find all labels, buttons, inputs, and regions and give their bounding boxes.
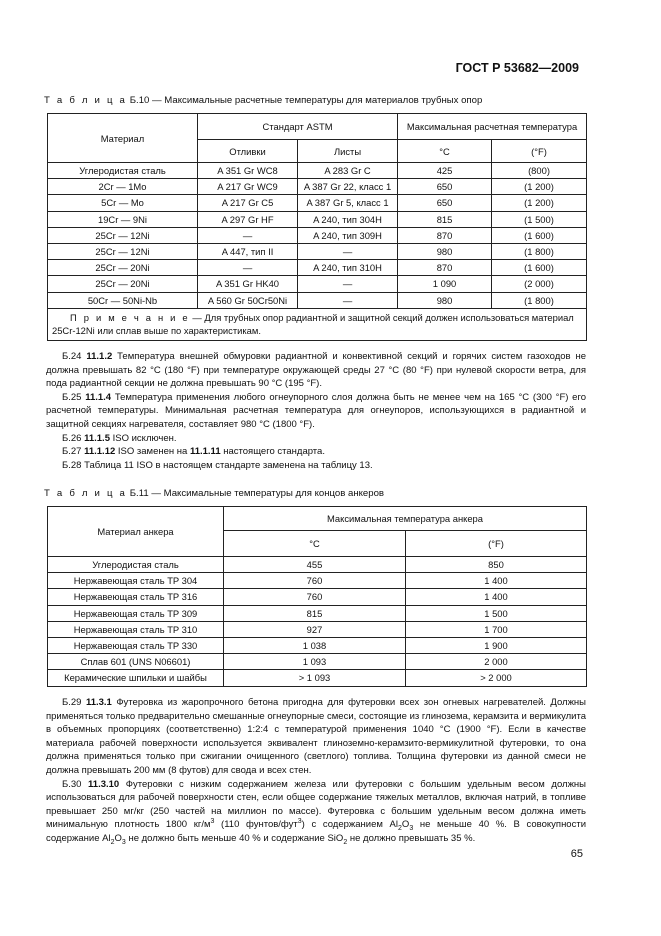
table-cell: A 387 Gr 5, класс 1 xyxy=(298,195,398,211)
t10-header-sheets: Листы xyxy=(298,140,398,163)
t10-header-castings: Отливки xyxy=(198,140,298,163)
table-row xyxy=(48,179,587,195)
table-cell: — xyxy=(298,243,398,259)
table-cell: Нержавеющая сталь TP 309 xyxy=(48,605,224,621)
table11-caption-text: Б.11 — Максимальные температуры для концов анкеров xyxy=(129,488,385,499)
table-row xyxy=(48,670,587,686)
table-row xyxy=(48,637,587,653)
table-cell: 1 093 xyxy=(224,654,406,670)
table-cell: A 447, тип II xyxy=(198,243,298,259)
table-cell: 870 xyxy=(398,227,492,243)
para-b29: Б.29 11.3.1 Футеровка из жаропрочного бетона пригодна для футеровки всех зон огневых нагревателей. Должны применяться только предварительно смешанные огнеупорные смеси, состоящие из глинозема, керамзита и вермикулита в объемных пропорциях (соответственно) 1:2:4 с температурой применения 1040 °C (1900 °F). Если в качестве материала рабочей поверхности используется эквивалент глиноземно-керамзито-вермикулитной футеровки, то она должна применяться только при сжигании очищенного (светлого) топлива. Толщина футеровки из данной смеси не должна превышать 200 мм (8 футов) для свода и всех стен. xyxy=(46,697,587,776)
table-cell: > 1 093 xyxy=(224,670,406,686)
table-cell: A 351 Gr HK40 xyxy=(198,276,298,292)
para-b24: Б.24 11.1.2 Температура внешней обмуровки радиантной и конвективной секций и горячих систем газоходов не должна превышать 82 °C (180 °F) при температуре окружающей среды 27 °C (80 °F) при нулевой скорости ветра, для пода радиантной секции не должна превышать 90 °C (195 °F). xyxy=(46,351,586,390)
table-b10 xyxy=(47,113,587,341)
table-cell: A 217 Gr C5 xyxy=(198,195,298,211)
table-b11 xyxy=(47,506,587,687)
table-cell: Нержавеющая сталь TP 310 xyxy=(48,621,224,637)
table-cell: Керамические шпильки и шайбы xyxy=(48,670,224,686)
table-cell: 1 400 xyxy=(406,573,587,589)
table-cell: 25Cr — 12Ni xyxy=(48,243,198,259)
table-row xyxy=(48,605,587,621)
table-cell: (1 800) xyxy=(492,292,587,308)
table-cell: 815 xyxy=(398,211,492,227)
table-row xyxy=(48,573,587,589)
table-cell: — xyxy=(198,227,298,243)
table11-caption-label: Т а б л и ц а xyxy=(44,488,128,499)
t10-note-text: — Для трубных опор радиантной и защитной секций должен использоваться материал 25Cr-12Ni или сплав выше по характеристикам. xyxy=(52,311,574,336)
table-cell: 2Cr — 1Mo xyxy=(48,179,198,195)
table-cell: A 387 Gr 22, класс 1 xyxy=(298,179,398,195)
table-cell: (1 600) xyxy=(492,260,587,276)
paragraphs-b29-b30 xyxy=(46,696,586,846)
table-cell: 1 500 xyxy=(406,605,587,621)
table-cell: (2 000) xyxy=(492,276,587,292)
table-cell: 850 xyxy=(406,557,587,573)
table-cell: (800) xyxy=(492,163,587,179)
table-cell: 650 xyxy=(398,195,492,211)
table-cell: Нержавеющая сталь TP 330 xyxy=(48,637,224,653)
table-cell: A 240, тип 310H xyxy=(298,260,398,276)
table-cell: 1 700 xyxy=(406,621,587,637)
table-cell: 815 xyxy=(224,605,406,621)
table-cell: Углеродистая сталь xyxy=(48,163,198,179)
table-row xyxy=(48,276,587,292)
table-row xyxy=(48,227,587,243)
table-cell: Сплав 601 (UNS N06601) xyxy=(48,654,224,670)
t11-header-material: Материал анкера xyxy=(48,507,224,557)
table-row xyxy=(48,163,587,179)
table-cell: A 351 Gr WC8 xyxy=(198,163,298,179)
t11-header-celsius: °C xyxy=(224,531,406,557)
table-cell: (1 600) xyxy=(492,227,587,243)
para-b27: Б.27 11.1.12 ISO заменен на 11.1.11 настоящего стандарта. xyxy=(62,446,325,458)
table-cell: 1 038 xyxy=(224,637,406,653)
table-cell: 760 xyxy=(224,589,406,605)
table-cell: 455 xyxy=(224,557,406,573)
table-cell: 2 000 xyxy=(406,654,587,670)
table-cell: 5Cr — Mo xyxy=(48,195,198,211)
table-cell: (1 200) xyxy=(492,179,587,195)
table-cell: 1 400 xyxy=(406,589,587,605)
table-cell: 1 900 xyxy=(406,637,587,653)
table-cell: Нержавеющая сталь TP 304 xyxy=(48,573,224,589)
table-row xyxy=(48,621,587,637)
table-cell: — xyxy=(298,292,398,308)
table-cell: 50Cr — 50Ni-Nb xyxy=(48,292,198,308)
para-b25: Б.25 11.1.4 Температура применения любого огнеупорного слоя должна быть не менее чем на 165 °C (300 °F) его расчетной температуры. Минимальная расчетная температура для огнеупоров, использующихся в радиантной и защитной секциях нагревателя, составляет 980 °C (1800 °F). xyxy=(46,391,587,430)
table-cell: A 240, тип 304H xyxy=(298,211,398,227)
table-cell: (1 500) xyxy=(492,211,587,227)
table10-caption-text: Б.10 — Максимальные расчетные температуры для материалов трубных опор xyxy=(129,95,483,106)
table-cell: — xyxy=(298,276,398,292)
paragraphs-b24-b28 xyxy=(46,350,586,472)
table11-caption xyxy=(44,488,384,499)
table-cell: 980 xyxy=(398,243,492,259)
table-row xyxy=(48,292,587,308)
t10-header-astm: Стандарт ASTM xyxy=(198,114,398,140)
table-cell: 25Cr — 20Ni xyxy=(48,260,198,276)
table10-caption xyxy=(44,95,482,106)
table-cell: 650 xyxy=(398,179,492,195)
table-cell: 870 xyxy=(398,260,492,276)
para-b30: Б.30 11.3.10 Футеровки с низким содержанием железа или футеровки с большим удельным весом должны использоваться для рабочей поверхности стен, если общее содержание тяжелых металлов, включая натрий, в топливе превышает 250 мг/кг (250 частей на миллион по массе). Футеровка с большим удельным весом должна иметь минимальную плотность 1800 $кг/м^3$ (110 фунтов/фут$^3$) с содержанием $Al_2O_3$ не меньше 40 %. В совокупности содержание $Al_2O_3$ не должно быть меньше 40 % и содержание SiO$_2$ не должно превышать 35 %. xyxy=(46,778,587,846)
para-b28: Б.28 Таблица 11 ISO в настоящем стандарте заменена на таблицу 13. xyxy=(62,459,373,471)
table-cell: A 283 Gr C xyxy=(298,163,398,179)
table-cell: 1 090 xyxy=(398,276,492,292)
t11-header-fahrenheit: (°F) xyxy=(406,531,587,557)
table-cell: Углеродистая сталь xyxy=(48,557,224,573)
t10-note xyxy=(48,308,587,340)
table-row xyxy=(48,589,587,605)
table-cell: — xyxy=(198,260,298,276)
table-cell: 25Cr — 20Ni xyxy=(48,276,198,292)
document-header: ГОСТ Р 53682—2009 xyxy=(455,61,579,75)
t10-header-celsius: °C xyxy=(398,140,492,163)
table10-caption-label: Т а б л и ц а xyxy=(44,95,128,106)
table-row xyxy=(48,654,587,670)
t10-header-maxtemp: Максимальная расчетная температура xyxy=(398,114,587,140)
t10-note-label: П р и м е ч а н и е xyxy=(70,311,190,323)
table-cell: Нержавеющая сталь TP 316 xyxy=(48,589,224,605)
page-number: 65 xyxy=(570,848,583,860)
table-cell: > 2 000 xyxy=(406,670,587,686)
table-cell: A 560 Gr 50Cr50Ni xyxy=(198,292,298,308)
table-cell: 19Cr — 9Ni xyxy=(48,211,198,227)
table-row xyxy=(48,260,587,276)
table-cell: A 297 Gr HF xyxy=(198,211,298,227)
table-row xyxy=(48,211,587,227)
table-cell: 927 xyxy=(224,621,406,637)
para-b26: Б.26 11.1.5 ISO исключен. xyxy=(62,432,177,444)
table-cell: (1 200) xyxy=(492,195,587,211)
table-cell: A 217 Gr WC9 xyxy=(198,179,298,195)
table-cell: 425 xyxy=(398,163,492,179)
table-row xyxy=(48,557,587,573)
table-cell: 25Cr — 12Ni xyxy=(48,227,198,243)
table-cell: (1 800) xyxy=(492,243,587,259)
table-row xyxy=(48,195,587,211)
t10-header-fahrenheit: (°F) xyxy=(492,140,587,163)
t11-header-maxtemp: Максимальная температура анкера xyxy=(224,507,587,531)
table-cell: 980 xyxy=(398,292,492,308)
t10-header-material: Материал xyxy=(48,114,198,163)
table-row xyxy=(48,243,587,259)
table-cell: A 240, тип 309H xyxy=(298,227,398,243)
table-cell: 760 xyxy=(224,573,406,589)
